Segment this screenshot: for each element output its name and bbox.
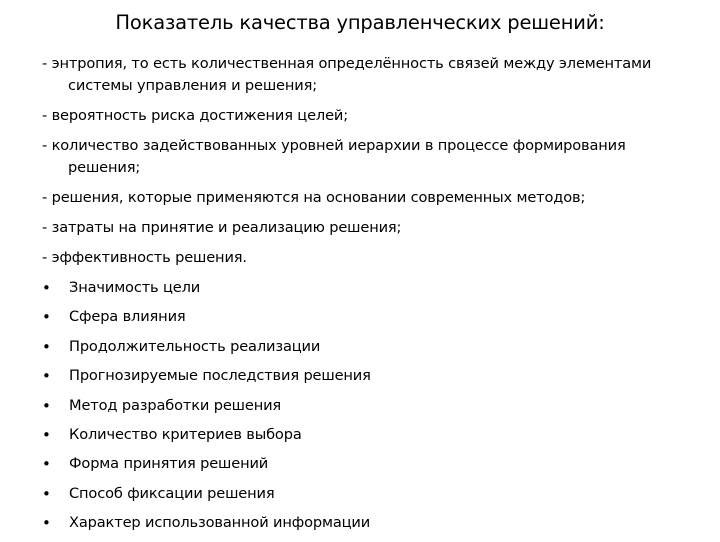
dash-list-item: - эффективность решения. xyxy=(42,249,247,266)
bullet-list-item xyxy=(42,395,682,417)
bullet-list-item xyxy=(42,453,682,475)
slide-content xyxy=(42,53,682,542)
bullet-icon: • xyxy=(42,279,51,297)
bullet-icon: • xyxy=(42,514,51,533)
bullet-item-label: Форма принятия решений xyxy=(69,455,269,473)
bullet-icon: • xyxy=(42,308,51,327)
bullet-icon: • xyxy=(42,484,51,503)
bullet-list-item xyxy=(42,512,682,534)
dash-list-item: - решения, которые применяются на основании современных методов; xyxy=(42,189,586,206)
bullet-icon: • xyxy=(42,367,51,386)
bullet-list-item xyxy=(42,277,682,299)
dash-list-item: - вероятность риска достижения целей; xyxy=(42,107,349,124)
dash-list-item: - затраты на принятие и реализацию решения; xyxy=(42,219,402,236)
bullet-icon: • xyxy=(42,396,51,415)
bullet-list-item xyxy=(42,424,682,446)
dash-list-item: - энтропия, то есть количественная определённость связей между элементами системы управления и решения; xyxy=(42,55,652,94)
bullet-item-label: Способ фиксации решения xyxy=(69,484,275,502)
bullet-list-item xyxy=(42,336,682,358)
bullet-icon: • xyxy=(42,425,51,444)
bullet-item-label: Метод разработки решения xyxy=(69,396,282,414)
bullet-icon: • xyxy=(42,337,51,356)
bullet-item-label: Значимость цели xyxy=(69,279,201,296)
bullet-list-item xyxy=(42,365,682,387)
bullet-item-label: Характер использованной информации xyxy=(69,514,371,532)
bullet-item-label: Прогнозируемые последствия решения xyxy=(69,367,371,385)
bullet-list-item xyxy=(42,306,682,328)
bullet-item-label: Продолжительность реализации xyxy=(69,337,321,355)
bullet-item-label: Количество критериев выбора xyxy=(69,425,302,443)
bullet-list-item xyxy=(42,483,682,505)
dash-list-item: - количество задействованных уровней иерархии в процессе формирования решения; xyxy=(42,137,626,176)
slide-title: Показатель качества управленческих решений: xyxy=(115,11,605,34)
bullet-icon: • xyxy=(42,455,51,474)
bullet-item-label: Сфера влияния xyxy=(69,308,186,326)
